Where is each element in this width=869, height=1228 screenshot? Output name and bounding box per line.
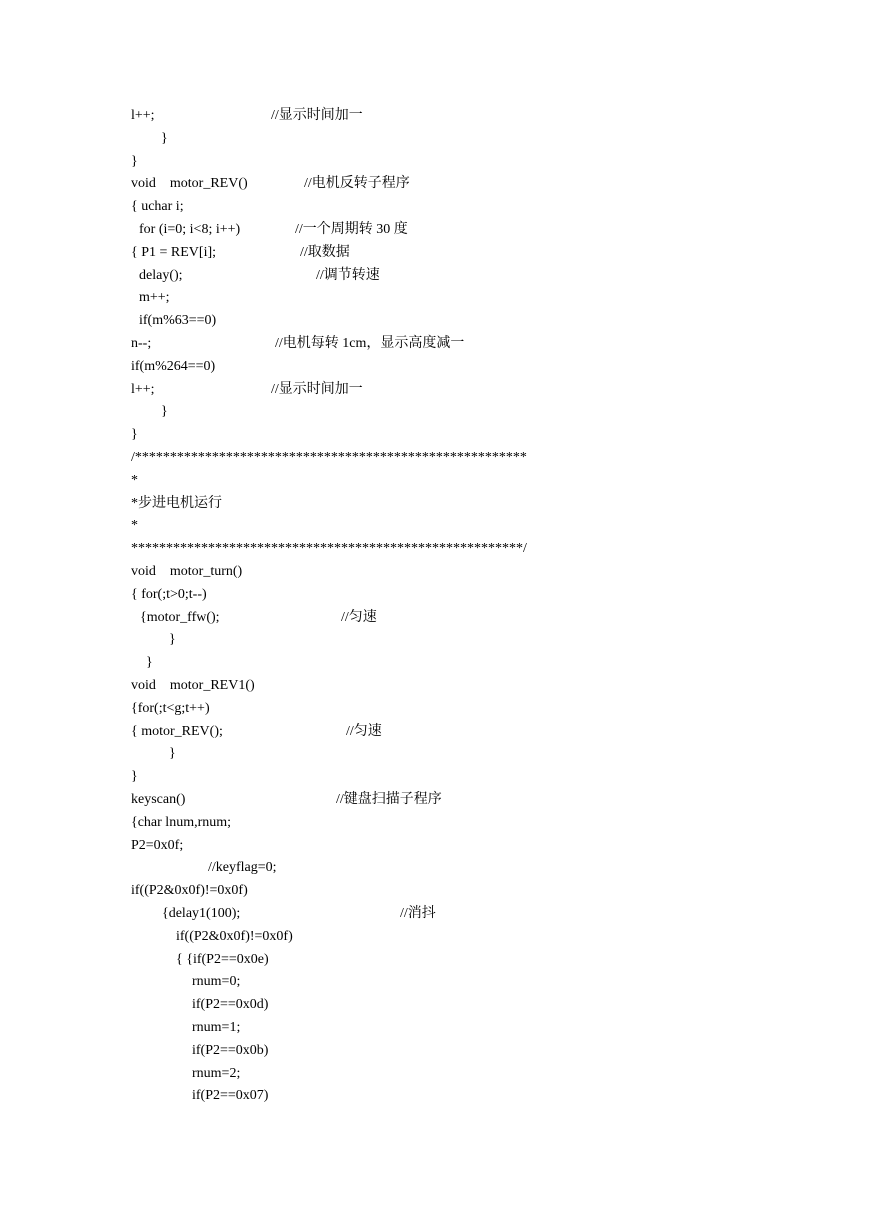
code-comment: //电机反转子程序 — [304, 176, 410, 192]
code-text: void motor_REV1() — [131, 678, 255, 693]
code-text: { for(;t>0;t--) — [131, 586, 207, 602]
code-line — [0, 1017, 869, 1039]
code-comment: //取数据 — [300, 244, 350, 260]
code-text: rnum=0; — [192, 974, 241, 990]
code-comment: //一个周期转 30 度 — [295, 222, 408, 237]
code-line — [0, 265, 869, 287]
code-text: ********************************************************/ — [131, 541, 527, 557]
code-text: } — [161, 404, 168, 420]
code-text: if((P2&0x0f)!=0x0f) — [131, 883, 248, 899]
code-text: { motor_REV(); — [131, 723, 223, 739]
code-text: l++; — [131, 381, 155, 397]
code-line — [0, 812, 869, 834]
code-text: *步进电机运行 — [131, 495, 222, 511]
code-line — [0, 743, 869, 765]
code-text: {for(;t<g;t++) — [131, 700, 210, 716]
code-line — [0, 333, 869, 355]
code-line — [0, 287, 869, 309]
code-line — [0, 173, 869, 195]
code-text: rnum=1; — [192, 1020, 241, 1035]
code-text: {char lnum,rnum; — [131, 814, 232, 830]
code-text: if(P2==0x0b) — [192, 1042, 269, 1058]
code-line — [0, 151, 869, 173]
code-line — [0, 493, 869, 515]
code-line — [0, 447, 869, 469]
code-line — [0, 629, 869, 651]
code-text: } — [169, 632, 176, 648]
code-line — [0, 105, 869, 127]
code-line — [0, 971, 869, 993]
code-line — [0, 356, 869, 378]
code-text: {motor_ffw(); — [140, 609, 220, 625]
code-text: if(m%63==0) — [139, 313, 217, 329]
code-text: } — [169, 746, 176, 762]
code-comment: //匀速 — [346, 723, 382, 739]
code-text: for (i=0; i<8; i++) — [139, 222, 241, 237]
code-line — [0, 652, 869, 674]
code-comment: //显示时间加一 — [271, 108, 363, 123]
code-text: * — [131, 472, 138, 488]
code-line — [0, 766, 869, 788]
code-line — [0, 1085, 869, 1107]
code-line — [0, 789, 869, 811]
code-text: P2=0x0f; — [131, 837, 184, 853]
code-text: l++; — [131, 108, 155, 123]
code-line — [0, 607, 869, 629]
code-line — [0, 128, 869, 150]
code-text: n--; — [131, 336, 152, 351]
code-text: delay(); — [139, 267, 183, 283]
code-line — [0, 857, 869, 879]
code-text: m++; — [139, 290, 170, 306]
code-line — [0, 835, 869, 857]
code-line — [0, 196, 869, 218]
code-comment: //调节转速 — [316, 267, 380, 283]
code-line — [0, 721, 869, 743]
code-text: { P1 = REV[i]; — [131, 244, 217, 260]
code-line — [0, 880, 869, 902]
code-line — [0, 561, 869, 583]
code-line — [0, 470, 869, 492]
code-line — [0, 903, 869, 925]
code-text: /******************************************************** — [131, 450, 527, 465]
code-text: void motor_REV() — [131, 176, 248, 192]
code-line — [0, 994, 869, 1016]
code-line — [0, 242, 869, 264]
code-text: keyscan() — [131, 792, 186, 807]
code-text: } — [131, 769, 138, 785]
code-text: } — [161, 130, 168, 146]
code-line — [0, 424, 869, 446]
code-text: } — [131, 153, 138, 169]
code-text: { {if(P2==0x0e) — [176, 951, 269, 967]
code-comment: //消抖 — [400, 906, 436, 921]
code-line — [0, 698, 869, 720]
code-text: if(P2==0x0d) — [192, 997, 269, 1013]
code-text: void motor_turn() — [131, 564, 243, 579]
code-line — [0, 515, 869, 537]
code-line — [0, 926, 869, 948]
code-text: //keyflag=0; — [208, 860, 277, 876]
code-text: if((P2&0x0f)!=0x0f) — [176, 928, 293, 944]
code-comment: //显示时间加一 — [271, 381, 363, 397]
code-comment: //匀速 — [341, 609, 377, 625]
code-text: } — [131, 427, 138, 443]
code-line — [0, 379, 869, 401]
code-line — [0, 310, 869, 332]
code-text: } — [146, 655, 153, 671]
code-line — [0, 219, 869, 241]
code-text: rnum=2; — [192, 1065, 241, 1081]
code-text: * — [131, 518, 138, 534]
code-text: { uchar i; — [131, 199, 184, 215]
code-comment: //电机每转 1cm，显示高度减一 — [275, 336, 465, 351]
code-text: if(m%264==0) — [131, 358, 216, 374]
code-line — [0, 949, 869, 971]
code-text: {delay1(100); — [162, 906, 241, 921]
code-line — [0, 401, 869, 423]
code-line — [0, 584, 869, 606]
code-line — [0, 1040, 869, 1062]
code-line — [0, 1063, 869, 1085]
code-line — [0, 538, 869, 560]
code-text: if(P2==0x07) — [192, 1088, 269, 1104]
code-line — [0, 675, 869, 697]
code-comment: //键盘扫描子程序 — [336, 792, 442, 807]
